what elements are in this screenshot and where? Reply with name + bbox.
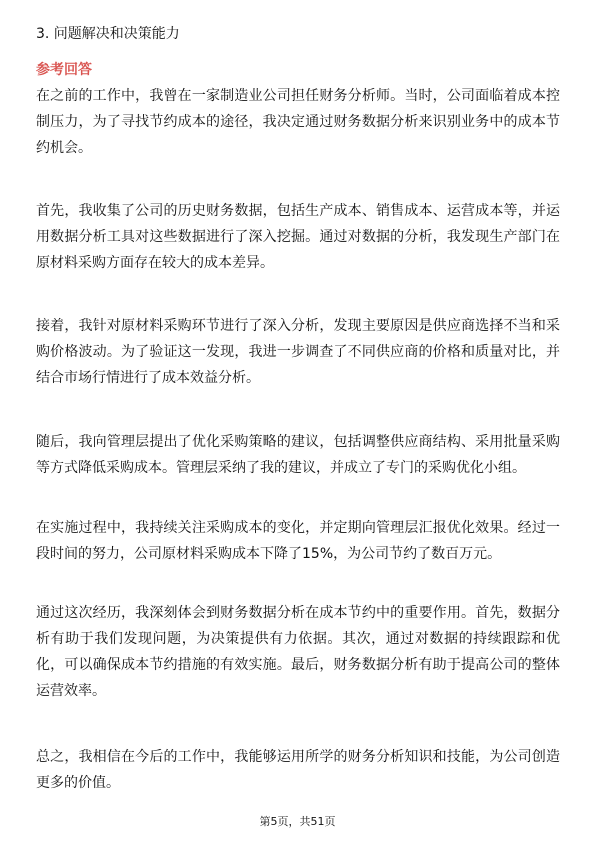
paragraph-4: 随后，我向管理层提出了优化采购策略的建议，包括调整供应商结构、采用批量采购等方式降低采购成本。管理层采纳了我的建议，并成立了专门的采购优化小组。: [36, 434, 560, 476]
page-number-footer: 第5页，共51页: [259, 815, 336, 828]
question-heading: 3. 问题解决和决策能力: [36, 26, 180, 42]
paragraph-2: 首先，我收集了公司的历史财务数据，包括生产成本、销售成本、运营成本等，并运用数据分析工具对这些数据进行了深入挖掘。通过对数据的分析，我发现生产部门在原材料采购方面存在较大的成本差异。: [36, 203, 560, 271]
answer-label: 参考回答: [36, 62, 92, 78]
paragraph-1: 在之前的工作中，我曾在一家制造业公司担任财务分析师。当时，公司面临着成本控制压力，为了寻找节约成本的途径，我决定通过财务数据分析来识别业务中的成本节约机会。: [36, 88, 560, 156]
paragraph-3: 接着，我针对原材料采购环节进行了深入分析，发现主要原因是供应商选择不当和采购价格波动。为了验证这一发现，我进一步调查了不同供应商的价格和质量对比，并结合市场行情进行了成本效益分析。: [36, 318, 560, 386]
paragraph-7: 总之，我相信在今后的工作中，我能够运用所学的财务分析知识和技能，为公司创造更多的价值。: [36, 749, 560, 791]
paragraph-6: 通过这次经历，我深刻体会到财务数据分析在成本节约中的重要作用。首先，数据分析有助于我们发现问题，为决策提供有力依据。其次，通过对数据的持续跟踪和优化，可以确保成本节约措施的有效实施。最后，财务数据分析有助于提高公司的整体运营效率。: [36, 605, 560, 699]
paragraph-5: 在实施过程中，我持续关注采购成本的变化，并定期向管理层汇报优化效果。经过一段时间的努力，公司原材料采购成本下降了15%，为公司节约了数百万元。: [36, 520, 560, 562]
